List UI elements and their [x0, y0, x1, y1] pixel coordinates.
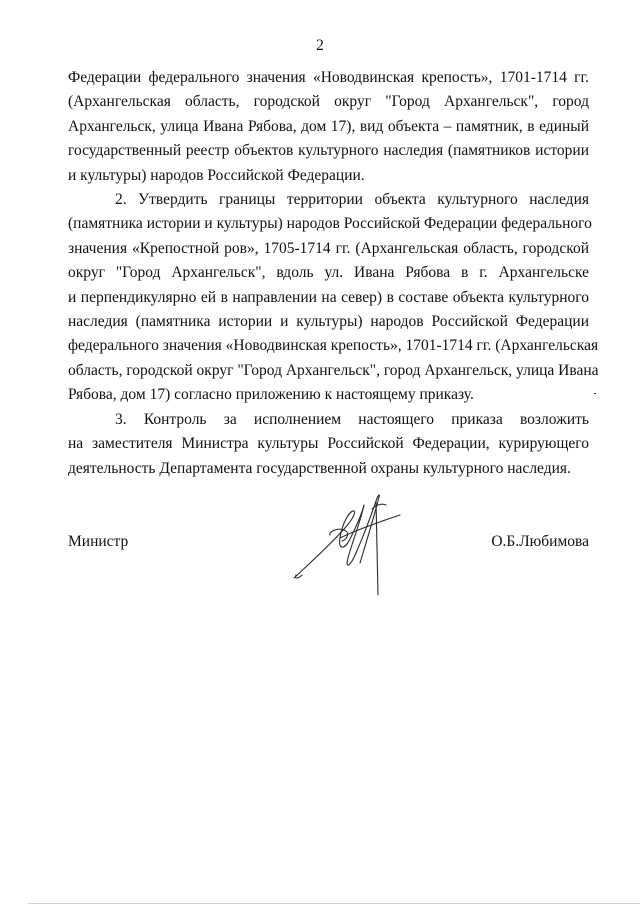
text-line: государственный реестр объектов культурного наследия (памятников истории	[68, 142, 589, 160]
text-line: и культуры) народов Российской Федерации.	[68, 166, 365, 184]
text-line: 3. Контроль за исполнением настоящего приказа возложить	[115, 410, 589, 428]
text-line: значения «Крепостной ров», 1705-1714 гг. (Архангельская область, городской	[68, 239, 589, 257]
text-line: наследия (памятника истории и культуры) народов Российской Федерации	[68, 313, 589, 331]
scan-speck	[594, 393, 596, 394]
text-line: Архангельск, улица Ивана Рябова, дом 17), вид объекта – памятник, в единый	[68, 117, 589, 135]
handwritten-signature	[290, 483, 420, 598]
paragraph-3	[68, 408, 589, 481]
signer-title: Министр	[68, 533, 129, 550]
text-line: и перпендикулярно ей в направлении на север) в составе объекта культурного	[68, 288, 589, 306]
text-line: (Архангельская область, городской округ "Город Архангельск", город	[68, 93, 589, 111]
text-line: на заместителя Министра культуры Российской Федерации, курирующего	[68, 435, 589, 453]
page-bottom-edge	[28, 903, 640, 904]
paragraph-2	[68, 188, 599, 408]
page-number: 2	[316, 37, 324, 54]
text-line: округ "Город Архангельск", вдоль ул. Ивана Рябова в г. Архангельске	[68, 264, 589, 282]
text-line: Рябова, дом 17) согласно приложению к настоящему приказу.	[68, 386, 474, 404]
text-line: 2. Утвердить границы территории объекта культурного наследия	[115, 191, 589, 209]
signer-name: О.Б.Любимова	[491, 533, 589, 550]
text-line: область, городской округ "Город Архангельск", город Архангельск, улица Ивана	[68, 361, 599, 379]
text-line: Федерации федерального значения «Новодвинская крепость», 1701-1714 гг.	[68, 69, 589, 86]
document-body	[68, 66, 599, 481]
text-line: федерального значения «Новодвинская крепость», 1701-1714 гг. (Архангельская	[68, 337, 599, 355]
text-line: (памятника истории и культуры) народов Российской Федерации федерального	[68, 215, 592, 233]
text-line: деятельность Департамента государственной охраны культурного наследия.	[68, 459, 571, 477]
paragraph-1	[68, 66, 589, 188]
